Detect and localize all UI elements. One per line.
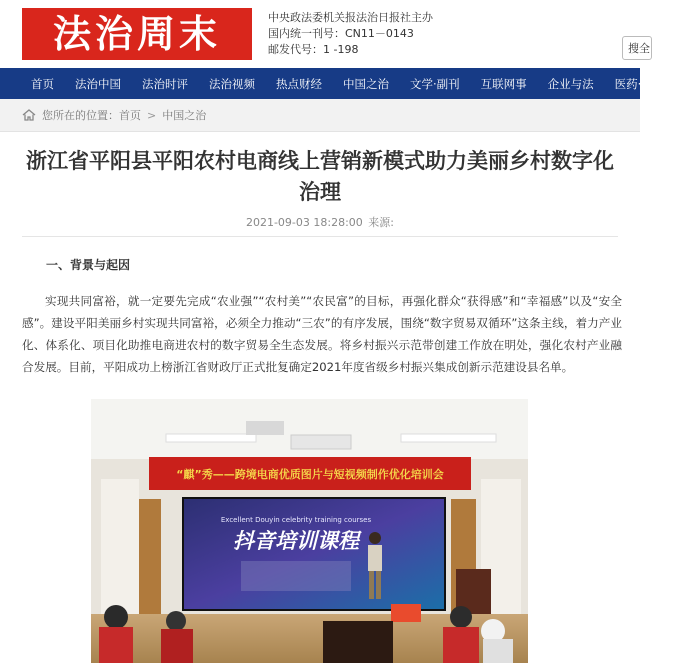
- search-button[interactable]: [622, 36, 652, 60]
- nav-item-finance[interactable]: 热点财经: [276, 76, 322, 91]
- main-nav: [0, 68, 697, 99]
- article-photo: [91, 399, 528, 663]
- home-icon: [22, 109, 36, 121]
- nav-item-commentary[interactable]: 法治时评: [142, 76, 188, 91]
- article-paragraph: 实现共同富裕，就一定要先完成“农业强”“农村美”“农民富”的目标，再强化群众“获得感”和“幸福感”以及“安全感”。建设平阳美丽乡村实现共同富裕，必须全力推动“三农”的有序发展，围绕“数字贸易双循环”这条主线，着力产业化、体系化、项目化助推电商进农村的数字贸易全生态发展。将乡村振兴示范带创建工作放在明处，强化农村产业融合发展。目前，平阳成功上榜浙江省财政厅正式批复确定2021年度省级乡村振兴集成创新示范建设县名单。: [22, 294, 622, 374]
- site-header: [0, 0, 650, 68]
- nav-item-enterprise[interactable]: 企业与法: [547, 76, 594, 91]
- nav-item-literature[interactable]: 文学·副刊: [410, 76, 460, 91]
- publication-info: [268, 10, 433, 58]
- site-logo[interactable]: [22, 8, 252, 60]
- breadcrumb-current-link[interactable]: 中国之治: [162, 109, 207, 122]
- article-meta: [0, 214, 640, 230]
- divider: [22, 236, 618, 237]
- article-datetime: 2021-09-03 18:28:00: [245, 216, 363, 229]
- nav-item-legal-china[interactable]: 法治中国: [75, 76, 121, 91]
- breadcrumb-home-link[interactable]: 首页: [119, 109, 141, 122]
- training-event-photo: [91, 399, 528, 663]
- issn-text: 国内统一刊号：CN11－0143: [268, 27, 414, 40]
- nav-item-internet[interactable]: 互联网事: [480, 76, 527, 91]
- search-button-label: 搜全: [628, 42, 650, 55]
- article-source-label: 来源:: [368, 216, 395, 229]
- breadcrumb: [0, 99, 640, 132]
- sponsor-text: 中央政法委机关报法治日报社主办: [268, 11, 433, 24]
- section-heading: 一、背景与起因: [46, 258, 131, 272]
- breadcrumb-separator: >: [147, 108, 157, 122]
- nav-item-health[interactable]: 医药·健康: [614, 76, 665, 91]
- breadcrumb-prefix: 您所在的位置：: [42, 109, 119, 122]
- photo-screen-title: 抖音培训课程: [233, 529, 359, 553]
- nav-item-video[interactable]: 法治视频: [209, 76, 255, 91]
- nav-item-home[interactable]: 首页: [31, 76, 54, 91]
- logo-text: 法治周末: [52, 11, 221, 56]
- nav-item-culture[interactable]: 文: [685, 76, 697, 91]
- photo-screen-subtitle: Excellent Douyin celebrity training courses: [220, 516, 372, 524]
- photo-banner-text: “麒”秀——跨境电商优质图片与短视频制作优化培训会: [176, 468, 444, 481]
- nav-item-governance[interactable]: 中国之治: [343, 76, 389, 91]
- postal-code-text: 邮发代号：1 -198: [268, 43, 359, 56]
- article-title: 浙江省平阳县平阳农村电商线上营销新模式助力美丽乡村数字化治理: [26, 149, 614, 204]
